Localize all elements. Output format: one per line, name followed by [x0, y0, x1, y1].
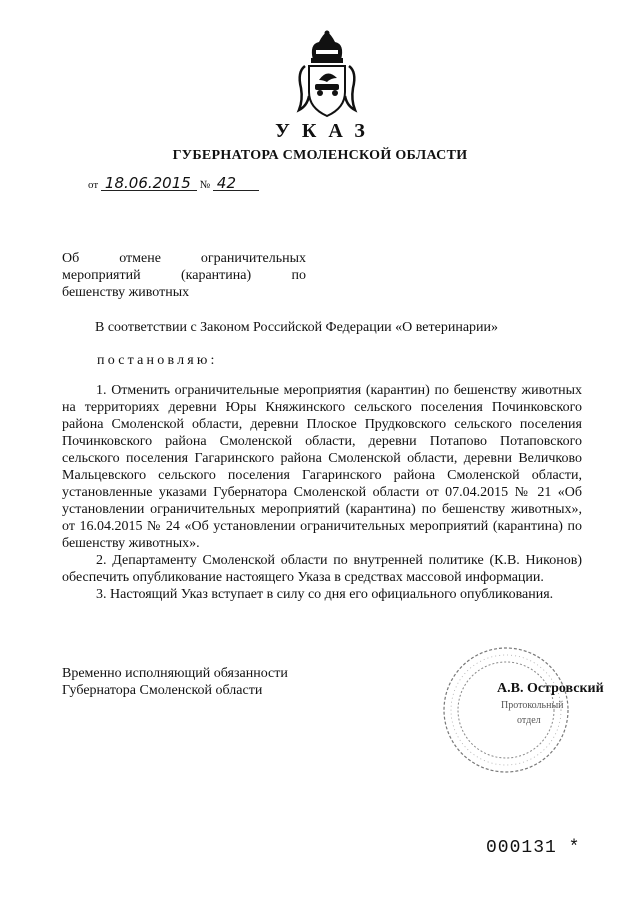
decree-word: постановляю: [97, 353, 218, 368]
position-line: Временно исполняющий обязанности [62, 666, 288, 681]
subject-line: Об отмене ограничительных [62, 251, 306, 266]
decree-body [62, 382, 582, 603]
coat-of-arms-emblem [295, 30, 359, 120]
preamble: В соответствии с Законом Российской Федерации «О ветеринарии» [95, 320, 499, 335]
paragraph: 3. Настоящий Указ вступает в силу со дня его официального опубликования. [96, 587, 554, 602]
signatory-name: А.В. Островский [497, 681, 604, 696]
paragraph: 2. Департаменту Смоленской области по внутренней политике (К.В. Никонов) обеспечить опубликование настоящего Указа в средствах массовой информации. [62, 553, 582, 585]
stamp-text: отдел [517, 715, 541, 726]
signatory-position [62, 665, 288, 699]
subject-line: бешенству животных [62, 285, 190, 300]
decree-subject [62, 250, 306, 301]
paragraph: 1. Отменить ограничительные мероприятия (карантин) по бешенству животных на территориях деревни Юры Княжинского сельского поселения Починковского района Смоленской области, деревни Плоское Прудковского сельского поселения Починковского района Смоленской области, деревни Потапово Потаповского сельского поселения Гагаринского района Смоленской области, деревни Величково Мальцевского сельского поселения Гагаринского района Смоленской области, установленные указами Губернатора Смоленской области от 07.04.2015 № 21 «Об установлении ограничительных мероприятий (карантина) по бешенству животных», от 16.04.2015 № 24 «Об установлении ограничительных мероприятий (карантина) по бешенству животных». [62, 383, 582, 551]
date-number-line [88, 176, 259, 191]
stamp-text: Протокольный [501, 700, 564, 711]
handwritten-date: 18.06.2015 [101, 176, 197, 191]
date-prefix: от [88, 179, 99, 191]
subject-line: мероприятий (карантина) по [62, 268, 306, 283]
handwritten-number: 42 [213, 176, 259, 191]
document-title: УКАЗ [275, 120, 377, 142]
number-prefix: № [199, 179, 211, 191]
serial-number: 000131 * [486, 838, 581, 858]
position-line: Губернатора Смоленской области [62, 683, 263, 698]
document-subtitle: ГУБЕРНАТОРА СМОЛЕНСКОЙ ОБЛАСТИ [172, 148, 468, 163]
